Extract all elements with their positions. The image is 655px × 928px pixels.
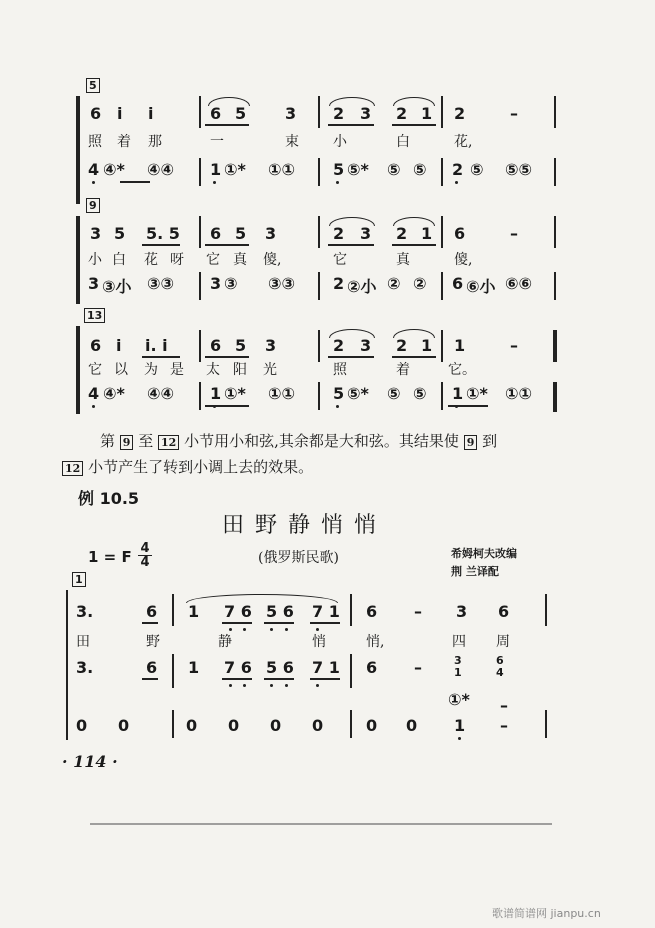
note: ⑤ — [470, 160, 484, 179]
text: 至 — [138, 432, 154, 450]
note: – — [414, 658, 422, 677]
low-dot — [336, 405, 339, 408]
lyric: 着 — [396, 362, 410, 378]
note: 0 — [76, 716, 88, 735]
note: 1 — [421, 336, 433, 355]
lyric: 白 — [112, 252, 126, 268]
beam — [222, 678, 252, 680]
note: 7 1 — [312, 658, 340, 677]
song-title: 田 野 静 悄 悄 — [222, 513, 378, 538]
beam — [310, 622, 340, 624]
note: ③ — [224, 274, 238, 293]
lyric: 它 — [88, 362, 102, 378]
note: – — [510, 336, 518, 355]
system-bracket — [66, 590, 68, 740]
lyric: 白 — [396, 134, 410, 150]
note: ①① — [268, 384, 296, 403]
barline — [441, 216, 443, 248]
system-bracket — [76, 326, 80, 414]
low-dot — [92, 405, 95, 408]
note: 2 — [333, 336, 345, 355]
example-label: 例 10.5 — [78, 489, 140, 508]
beam — [142, 678, 158, 680]
note: 6 — [210, 104, 222, 123]
barline — [554, 216, 556, 248]
watermark: 歌谱简谱网 jianpu.cn — [492, 907, 601, 920]
beam — [205, 405, 249, 407]
lyric: 以 — [114, 362, 128, 378]
barline — [318, 216, 320, 248]
measure-ref: 12 — [62, 461, 83, 476]
note: 0 — [406, 716, 418, 735]
note: 5 — [235, 224, 247, 243]
lyric: 花 — [144, 252, 158, 268]
lyric: 小 — [88, 252, 102, 268]
barline — [554, 96, 556, 128]
note: ①* — [466, 384, 488, 403]
note: 0 — [118, 716, 130, 735]
note: 3 — [285, 104, 297, 123]
measure-number-box: 1 — [72, 572, 86, 587]
lyric: 呀 — [170, 252, 184, 268]
note: ⑤ — [413, 384, 427, 403]
low-dot — [455, 181, 458, 184]
note: 2 — [333, 274, 345, 293]
note: 7 6 — [224, 658, 252, 677]
note: 3 — [88, 274, 100, 293]
lyric: 是 — [170, 362, 184, 378]
note: ①* — [224, 160, 246, 179]
measure-number-box: 5 — [86, 78, 100, 93]
note: 6 — [90, 104, 102, 123]
note: 6 — [496, 654, 504, 667]
note: 6 — [90, 336, 102, 355]
note: 7 1 — [312, 602, 340, 621]
note: ④* — [103, 160, 125, 179]
lyric: 太 — [206, 362, 220, 378]
measure-ref: 12 — [158, 435, 179, 450]
note: 3 — [360, 224, 372, 243]
lyric: 它。 — [448, 362, 476, 378]
lyric: 悄, — [366, 634, 385, 650]
lyric: 为 — [144, 362, 158, 378]
barline — [441, 158, 443, 186]
barline — [441, 330, 443, 362]
beam — [328, 356, 374, 358]
beam — [205, 356, 249, 358]
low-dot — [213, 181, 216, 184]
note: 1 — [210, 384, 222, 403]
note: 2 — [452, 160, 464, 179]
note: 0 — [228, 716, 240, 735]
page-number: · 114 · — [62, 752, 118, 771]
beam — [222, 622, 252, 624]
lyric: 四 — [452, 634, 466, 650]
note: 5 6 — [266, 658, 294, 677]
barline — [172, 710, 174, 738]
note: – — [414, 602, 422, 621]
beam — [142, 244, 180, 246]
low-dot — [92, 181, 95, 184]
barline — [318, 330, 320, 362]
beam — [328, 244, 374, 246]
low-dot — [285, 628, 288, 631]
note: 2 — [333, 224, 345, 243]
note: 6 — [210, 224, 222, 243]
note: 3 — [210, 274, 222, 293]
note: 3 — [360, 336, 372, 355]
note: i. i — [145, 336, 168, 355]
note: 1 — [454, 336, 466, 355]
lyric: 光 — [263, 362, 277, 378]
barline — [199, 330, 201, 362]
lyric: 田 — [76, 634, 90, 650]
lyric: 周 — [496, 634, 510, 650]
note: 7 6 — [224, 602, 252, 621]
note: – — [500, 716, 508, 735]
barline — [350, 654, 352, 688]
note: ⑤ — [387, 160, 401, 179]
note: ②小 — [347, 277, 377, 296]
note: ④④ — [147, 384, 175, 403]
beam — [328, 124, 374, 126]
barline — [199, 382, 201, 410]
beam — [264, 678, 294, 680]
low-dot — [270, 628, 273, 631]
system-bracket — [76, 96, 80, 204]
lyric: 傻, — [454, 252, 473, 268]
text: 第 — [100, 432, 116, 450]
beam — [392, 244, 436, 246]
key-signature: 1 = F — [88, 548, 132, 566]
barline — [554, 158, 556, 186]
paragraph-line-1 — [100, 430, 497, 451]
text: 到 — [482, 432, 498, 450]
note: 6 — [498, 602, 510, 621]
divider — [90, 823, 552, 825]
beam — [264, 622, 294, 624]
note: 6 — [210, 336, 222, 355]
note: 0 — [366, 716, 378, 735]
lyric: 照 — [88, 134, 102, 150]
lyric: 阳 — [233, 362, 247, 378]
note: – — [510, 104, 518, 123]
note: 2 — [396, 224, 408, 243]
time-denominator: 4 — [138, 555, 152, 569]
barline — [172, 594, 174, 626]
note: ② — [413, 274, 427, 293]
note: 5 — [235, 336, 247, 355]
note: 2 — [333, 104, 345, 123]
note: ③③ — [268, 274, 296, 293]
low-dot — [458, 737, 461, 740]
beam — [448, 405, 488, 407]
note: 0 — [186, 716, 198, 735]
note: 3 — [90, 224, 102, 243]
lyric: 照 — [333, 362, 347, 378]
translator-credit: 荆 兰译配 — [451, 565, 499, 578]
note: ② — [387, 274, 401, 293]
lyric: 那 — [148, 134, 162, 150]
barline — [553, 382, 557, 412]
note: 1 — [210, 160, 222, 179]
note: 3. — [76, 602, 94, 621]
note: 5 — [333, 384, 345, 403]
arranger-credit: 希姆柯夫改编 — [451, 547, 517, 560]
note: ⑥小 — [466, 277, 496, 296]
lyric: 着 — [117, 134, 131, 150]
barline — [554, 272, 556, 300]
measure-number-box: 13 — [84, 308, 105, 323]
barline — [318, 382, 320, 410]
note: ①* — [448, 690, 470, 709]
note: 3 — [360, 104, 372, 123]
note: 5 — [333, 160, 345, 179]
note: 1 — [454, 716, 466, 735]
note: 5 — [114, 224, 126, 243]
beam — [205, 244, 249, 246]
low-dot — [270, 684, 273, 687]
barline — [441, 382, 443, 410]
note: i — [148, 104, 154, 123]
lyric: 小 — [333, 134, 347, 150]
beam — [120, 181, 150, 183]
note: 4 — [496, 666, 504, 679]
note: ④④ — [147, 160, 175, 179]
note: 3 — [265, 336, 277, 355]
note: ③③ — [147, 274, 175, 293]
note: 6 — [366, 602, 378, 621]
note: 0 — [270, 716, 282, 735]
low-dot — [243, 684, 246, 687]
lyric: 它 — [333, 252, 347, 268]
barline — [318, 158, 320, 186]
lyric: 一 — [210, 134, 224, 150]
measure-ref: 9 — [464, 435, 478, 450]
low-dot — [336, 181, 339, 184]
lyric: 悄 — [312, 634, 326, 650]
low-dot — [316, 684, 319, 687]
lyric: 傻, — [263, 252, 282, 268]
note: 5. 5 — [146, 224, 180, 243]
note: 3. — [76, 658, 94, 677]
note: 1 — [188, 602, 200, 621]
beam — [142, 622, 158, 624]
note: 6 — [146, 602, 158, 621]
note: ③小 — [102, 277, 132, 296]
note: 2 — [396, 104, 408, 123]
note: 1 — [454, 666, 462, 679]
note: ①① — [268, 160, 296, 179]
barline — [318, 96, 320, 128]
lyric: 野 — [146, 634, 160, 650]
system-bracket — [76, 216, 80, 304]
note: 4 — [88, 384, 100, 403]
note: – — [510, 224, 518, 243]
note: 5 6 — [266, 602, 294, 621]
note: 2 — [454, 104, 466, 123]
note: 1 — [421, 224, 433, 243]
note: 0 — [312, 716, 324, 735]
measure-number-box: 9 — [86, 198, 100, 213]
note: 6 — [366, 658, 378, 677]
lyric: 它 — [206, 252, 220, 268]
note: 3 — [454, 654, 462, 667]
barline — [199, 216, 201, 248]
note: 3 — [456, 602, 468, 621]
note: 6 — [454, 224, 466, 243]
lyric: 静 — [218, 634, 232, 650]
beam — [392, 124, 436, 126]
note: – — [500, 696, 508, 715]
text: 小节用小和弦,其余都是大和弦。其结果使 — [184, 432, 459, 450]
paragraph-line-2 — [62, 456, 313, 477]
barline — [318, 272, 320, 300]
barline — [350, 710, 352, 738]
barline — [441, 96, 443, 128]
time-signature — [138, 542, 152, 569]
barline — [199, 96, 201, 128]
lyric: 束 — [285, 134, 299, 150]
note: i — [116, 336, 122, 355]
lyric: 真 — [396, 252, 410, 268]
barline — [350, 594, 352, 626]
note: ⑤* — [347, 160, 369, 179]
note: 2 — [396, 336, 408, 355]
measure-ref: 9 — [120, 435, 134, 450]
barline — [199, 272, 201, 300]
note: 6 — [146, 658, 158, 677]
text: 小节产生了转到小调上去的效果。 — [88, 458, 314, 476]
note: 1 — [188, 658, 200, 677]
song-subtitle: (俄罗斯民歌) — [258, 550, 339, 566]
barline — [441, 272, 443, 300]
note: ⑤ — [387, 384, 401, 403]
low-dot — [285, 684, 288, 687]
note: ⑤⑤ — [505, 160, 533, 179]
barline — [545, 594, 547, 626]
note: i — [117, 104, 123, 123]
note: 3 — [265, 224, 277, 243]
note: ①* — [224, 384, 246, 403]
beam — [310, 678, 340, 680]
lyric: 花, — [454, 134, 473, 150]
barline — [172, 654, 174, 688]
low-dot — [243, 628, 246, 631]
time-numerator: 4 — [140, 541, 150, 556]
note: ④* — [103, 384, 125, 403]
note: 1 — [452, 384, 464, 403]
beam — [142, 356, 180, 358]
low-dot — [229, 684, 232, 687]
note: ①① — [505, 384, 533, 403]
note: 4 — [88, 160, 100, 179]
barline — [545, 710, 547, 738]
barline — [199, 158, 201, 186]
note: 1 — [421, 104, 433, 123]
lyric: 真 — [233, 252, 247, 268]
beam — [392, 356, 436, 358]
note: ⑤* — [347, 384, 369, 403]
note: ⑤ — [413, 160, 427, 179]
barline — [553, 330, 557, 362]
note: 6 — [452, 274, 464, 293]
note: ⑥⑥ — [505, 274, 533, 293]
beam — [205, 124, 249, 126]
note: 5 — [235, 104, 247, 123]
